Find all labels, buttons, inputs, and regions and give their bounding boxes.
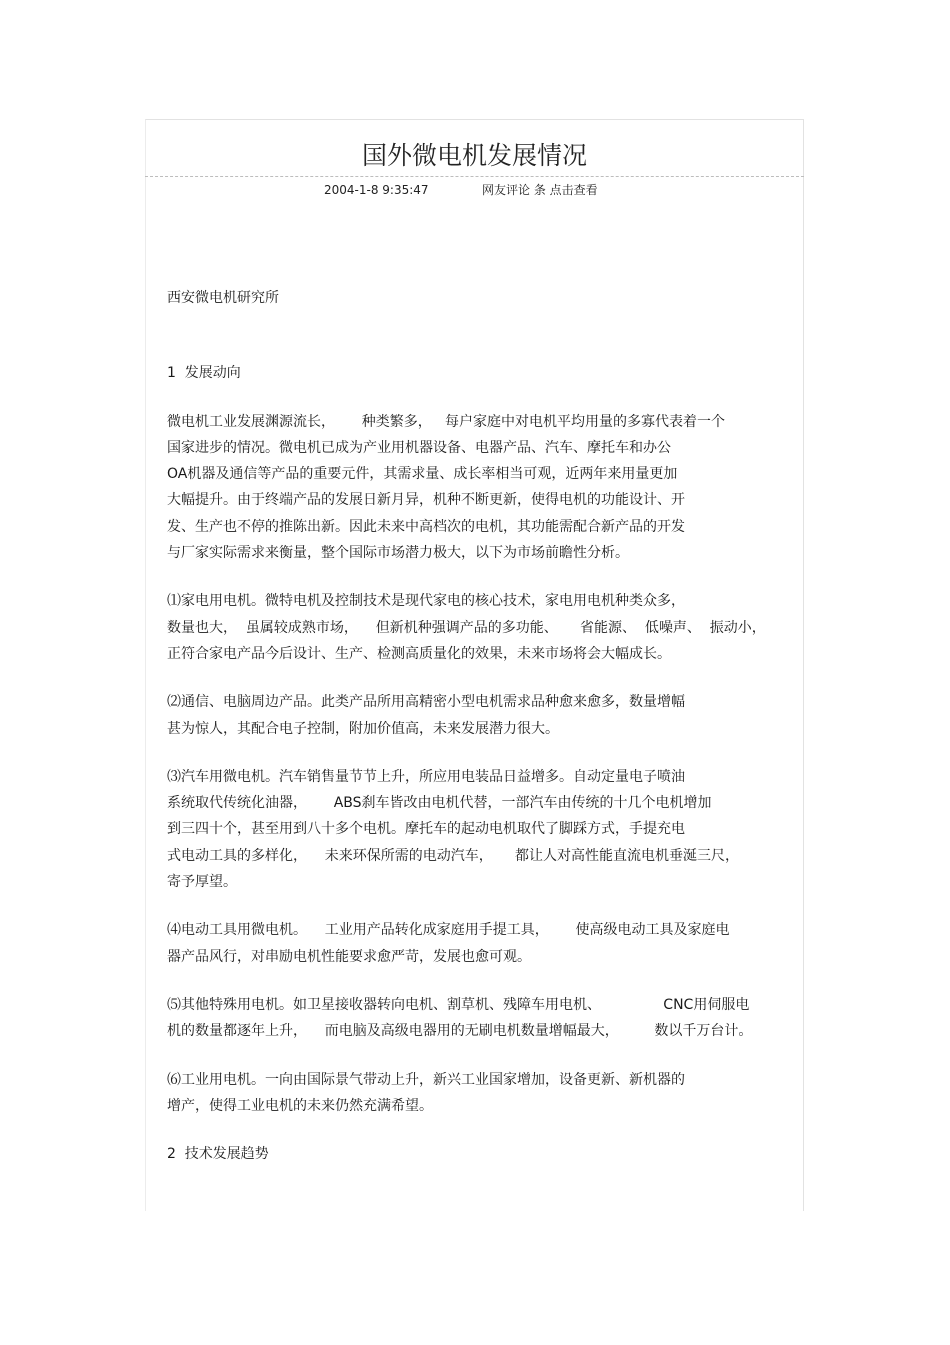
text-line: ⑹工业用电机。一向由国际景气带动上升，新兴工业国家增加，设备更新、新机器的 bbox=[167, 1071, 685, 1088]
text-line: ⑸其他特殊用电机。如卫星接收器转向电机、割草机、残障车用电机、 CNC用伺服电 bbox=[167, 996, 750, 1013]
author-line: 西安微电机研究所 bbox=[167, 290, 279, 306]
title-divider bbox=[145, 176, 804, 177]
comments-link[interactable]: 网友评论 条 点击查看 bbox=[482, 183, 598, 197]
text-line: ⑶汽车用微电机。汽车销售量节节上升，所应用电装品日益增多。自动定量电子喷油 bbox=[167, 768, 685, 785]
text-line: ⑵通信、电脑周边产品。此类产品所用高精密小型电机需求品种愈来愈多，数量增幅 bbox=[167, 694, 685, 711]
paragraph-1 bbox=[167, 588, 787, 667]
paragraph-2 bbox=[167, 689, 787, 742]
text-line: ⑷电动工具用微电机。 工业用产品转化成家庭用手提工具， 使高级电动工具及家庭电 bbox=[167, 922, 730, 939]
paragraph-4 bbox=[167, 917, 787, 970]
text-line: OA机器及通信等产品的重要元件，其需求量、成长率相当可观，近两年来用量更加 bbox=[167, 466, 678, 483]
article-title: 国外微电机发展情况 bbox=[361, 141, 587, 170]
section-heading: 2 技术发展趋势 bbox=[167, 1146, 269, 1163]
text-line: 正符合家电产品今后设计、生产、检测高质量化的效果，未来市场将会大幅成长。 bbox=[167, 645, 671, 662]
publish-date: 2004-1-8 9:35:47 bbox=[324, 183, 429, 197]
text-line: ⑴家电用电机。微特电机及控制技术是现代家电的核心技术，家电用电机种类众多， bbox=[167, 593, 685, 610]
text-line: 国家进步的情况。微电机已成为产业用机器设备、电器产品、汽车、摩托车和办公 bbox=[167, 439, 671, 456]
text-line: 寄予厚望。 bbox=[167, 874, 237, 891]
paragraph-intro bbox=[167, 409, 787, 567]
text-line: 增产，使得工业电机的未来仍然充满希望。 bbox=[167, 1097, 433, 1114]
text-line: 发、生产也不停的推陈出新。因此未来中高档次的电机，其功能需配合新产品的开发 bbox=[167, 518, 685, 535]
text-line: 甚为惊人，其配合电子控制，附加价值高，未来发展潜力很大。 bbox=[167, 720, 559, 737]
text-line: 系统取代传统化油器， ABS刹车皆改由电机代替，一部汽车由传统的十几个电机增加 bbox=[167, 795, 712, 812]
text-line: 机的数量都逐年上升， 而电脑及高级电器用的无刷电机数量增幅最大， 数以千万台计。 bbox=[167, 1023, 753, 1040]
text-line: 数量也大， 虽属较成熟市场， 但新机种强调产品的多功能、 省能源、 低噪声、 振动小， bbox=[167, 619, 766, 636]
text-line: 与厂家实际需求来衡量，整个国际市场潜力极大，以下为市场前瞻性分析。 bbox=[167, 545, 629, 562]
paragraph-5 bbox=[167, 992, 787, 1045]
paragraph-6 bbox=[167, 1067, 787, 1120]
text-line: 大幅提升。由于终端产品的发展日新月异，机种不断更新，使得电机的功能设计、开 bbox=[167, 492, 685, 509]
text-line: 式电动工具的多样化， 未来环保所需的电动汽车， 都让人对高性能直流电机垂涎三尺， bbox=[167, 847, 740, 864]
article-body bbox=[167, 285, 787, 1167]
text-line: 器产品风行，对串励电机性能要求愈严苛，发展也愈可观。 bbox=[167, 948, 531, 965]
text-line: 微电机工业发展渊源流长， 种类繁多， 每户家庭中对电机平均用量的多寡代表着一个 bbox=[167, 413, 726, 430]
section-heading: 1 发展动向 bbox=[167, 365, 241, 382]
text-line: 到三四十个，甚至用到八十多个电机。摩托车的起动电机取代了脚踩方式，手提充电 bbox=[167, 821, 685, 838]
paragraph-3 bbox=[167, 764, 787, 895]
